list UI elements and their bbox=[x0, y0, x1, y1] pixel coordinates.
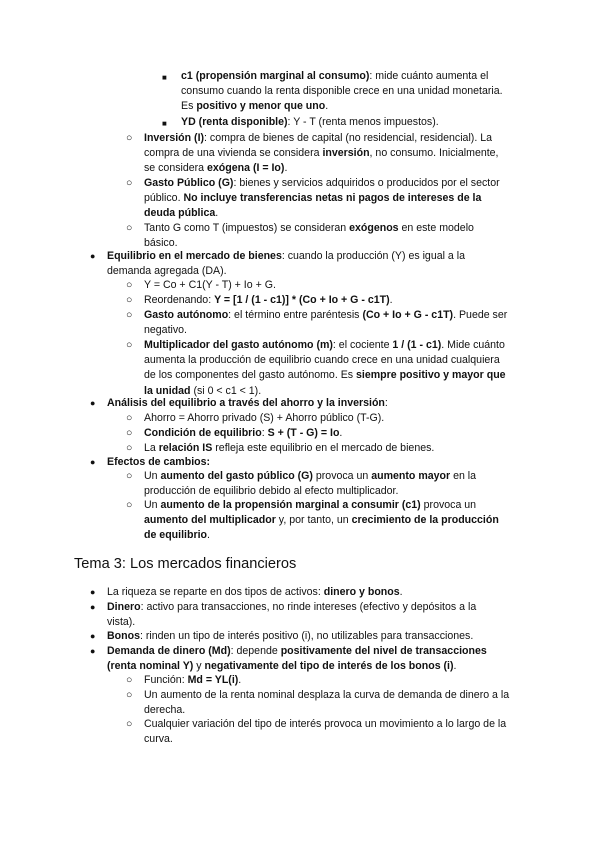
square-bullet-icon: ■ bbox=[162, 119, 167, 128]
circle-bullet-icon: ○ bbox=[126, 279, 133, 291]
text-line: c1 (propensión marginal al consumo): mide cuánto aumenta el bbox=[181, 70, 489, 82]
text-line: Y = Co + C1(Y - T) + Io + G. bbox=[144, 279, 276, 291]
text-line: Gasto Público (G): bienes y servicios adquiridos o producidos por el sector bbox=[144, 177, 500, 189]
text-line: Condición de equilibrio: S + (T - G) = Io. bbox=[144, 427, 343, 439]
list-item-efectos bbox=[107, 455, 210, 470]
text-line: Demanda de dinero (Md): depende positivamente del nivel de transacciones bbox=[107, 645, 487, 657]
circle-bullet-icon: ○ bbox=[126, 309, 133, 321]
circle-bullet-icon: ○ bbox=[126, 177, 133, 189]
text-line: Ahorro = Ahorro privado (S) + Ahorro público (T-G). bbox=[144, 412, 385, 424]
list-item-ahorro bbox=[144, 411, 384, 426]
text-line: Reordenando: Y = [1 / (1 - c1)] * (Co + Io + G - c1T). bbox=[144, 294, 393, 306]
text-line: Tanto G como T (impuestos) se consideran exógenos en este modelo bbox=[144, 222, 474, 234]
circle-bullet-icon: ○ bbox=[126, 294, 133, 306]
list-item-aumento-propension bbox=[144, 498, 499, 544]
circle-bullet-icon: ○ bbox=[126, 339, 133, 351]
circle-bullet-icon: ○ bbox=[126, 674, 133, 686]
list-item-bonos bbox=[107, 629, 473, 644]
list-item-variacion-interes bbox=[144, 717, 506, 747]
text-line: Análisis del equilibrio a través del ahorro y la inversión: bbox=[107, 397, 388, 409]
list-item-relacion-is bbox=[144, 441, 434, 456]
list-item-aumento-renta bbox=[144, 688, 509, 718]
disc-bullet-icon: ● bbox=[90, 631, 96, 641]
text-line: La riqueza se reparte en dos tipos de activos: dinero y bonos. bbox=[107, 586, 403, 598]
text-line: Efectos de cambios: bbox=[107, 456, 211, 468]
list-item-inversion bbox=[144, 131, 499, 177]
text-line: Dinero: activo para transacciones, no rinde intereses (efectivo y depósitos a la bbox=[107, 601, 477, 613]
text-line: básico. bbox=[144, 237, 178, 250]
text-line: YD (renta disponible): Y - T (renta menos impuestos). bbox=[181, 116, 439, 128]
list-item-reordenando bbox=[144, 293, 393, 308]
list-item-c1 bbox=[181, 69, 503, 115]
text-line: de equilibrio. bbox=[144, 529, 210, 542]
list-item-analisis bbox=[107, 396, 388, 411]
text-line: Bonos: rinden un tipo de interés positivo (i), no utilizables para transacciones. bbox=[107, 630, 474, 642]
text-line: Inversión (I): compra de bienes de capital (no residencial, residencial). La bbox=[144, 132, 493, 144]
circle-bullet-icon: ○ bbox=[126, 442, 133, 454]
text-line: consumo cuando la renta disponible crece en una unidad monetaria. bbox=[181, 85, 503, 98]
circle-bullet-icon: ○ bbox=[126, 222, 133, 234]
disc-bullet-icon: ● bbox=[90, 587, 96, 597]
circle-bullet-icon: ○ bbox=[126, 499, 133, 511]
circle-bullet-icon: ○ bbox=[126, 412, 133, 424]
text-line: Un aumento de la renta nominal desplaza la curva de demanda de dinero a la bbox=[144, 689, 510, 701]
list-item-gasto-autonomo bbox=[144, 308, 507, 338]
circle-bullet-icon: ○ bbox=[126, 427, 133, 439]
text-line: Multiplicador del gasto autónomo (m): el cociente 1 / (1 - c1). Mide cuánto bbox=[144, 339, 505, 351]
square-bullet-icon: ■ bbox=[162, 73, 167, 82]
text-line: Función: Md = YL(i). bbox=[144, 674, 242, 686]
circle-bullet-icon: ○ bbox=[126, 718, 133, 730]
text-line: Gasto autónomo: el término entre paréntesis (Co + Io + G - c1T). Puede ser bbox=[144, 309, 508, 321]
list-item-riqueza bbox=[107, 585, 403, 600]
list-item-funcion bbox=[144, 673, 241, 688]
text-line: curva. bbox=[144, 733, 173, 746]
text-line: público. No incluye transferencias netas ni pagos de intereses de la bbox=[144, 192, 482, 205]
disc-bullet-icon: ● bbox=[90, 398, 96, 408]
text-line: (renta nominal Y) y negativamente del tipo de interés de los bonos (i). bbox=[107, 660, 457, 673]
list-item-gasto-publico bbox=[144, 176, 500, 222]
disc-bullet-icon: ● bbox=[90, 602, 96, 612]
text-line: La relación IS refleja este equilibrio en el mercado de bienes. bbox=[144, 442, 435, 454]
circle-bullet-icon: ○ bbox=[126, 132, 133, 144]
text-line: negativo. bbox=[144, 324, 187, 337]
text-line: demanda agregada (DA). bbox=[107, 265, 227, 278]
text-line: aumenta la producción de equilibrio cuando crece en una unidad cualquiera bbox=[144, 354, 500, 367]
text-line: aumento del multiplicador y, por tanto, un crecimiento de la producción bbox=[144, 514, 499, 527]
text-line: se considera exógena (I = Io). bbox=[144, 162, 288, 175]
list-item-condicion bbox=[144, 426, 342, 441]
text-line: Equilibrio en el mercado de bienes: cuando la producción (Y) es igual a la bbox=[107, 250, 465, 262]
circle-bullet-icon: ○ bbox=[126, 689, 133, 701]
text-line: la unidad (si 0 < c1 < 1). bbox=[144, 384, 262, 397]
text-line: Es positivo y menor que uno. bbox=[181, 100, 329, 113]
section-heading: Tema 3: Los mercados financieros bbox=[74, 556, 297, 572]
text-line: derecha. bbox=[144, 704, 186, 717]
list-item-multiplicador bbox=[144, 338, 506, 399]
disc-bullet-icon: ● bbox=[90, 251, 96, 261]
circle-bullet-icon: ○ bbox=[126, 470, 133, 482]
list-item-dinero bbox=[107, 600, 476, 630]
text-line: producción de equilibrio debido al efecto multiplicador. bbox=[144, 485, 399, 498]
text-line: deuda pública. bbox=[144, 207, 219, 220]
list-item-aumento-gasto bbox=[144, 469, 476, 499]
text-line: compra de una vivienda se considera inversión, no consumo. Inicialmente, bbox=[144, 147, 499, 160]
list-item-equilibrio bbox=[107, 249, 465, 279]
list-item-ecuacion-y bbox=[144, 278, 276, 293]
list-item-yd bbox=[181, 115, 439, 130]
disc-bullet-icon: ● bbox=[90, 457, 96, 467]
list-item-exogenos bbox=[144, 221, 474, 251]
text-line: vista). bbox=[107, 616, 136, 629]
text-line: Cualquier variación del tipo de interés provoca un movimiento a lo largo de la bbox=[144, 718, 507, 730]
text-line: Un aumento del gasto público (G) provoca un aumento mayor en la bbox=[144, 470, 477, 482]
list-item-demanda-dinero bbox=[107, 644, 487, 674]
disc-bullet-icon: ● bbox=[90, 646, 96, 656]
text-line: de los componentes del gasto autónomo. Es siempre positivo y mayor que bbox=[144, 369, 506, 382]
text-line: Un aumento de la propensión marginal a consumir (c1) provoca un bbox=[144, 499, 477, 511]
